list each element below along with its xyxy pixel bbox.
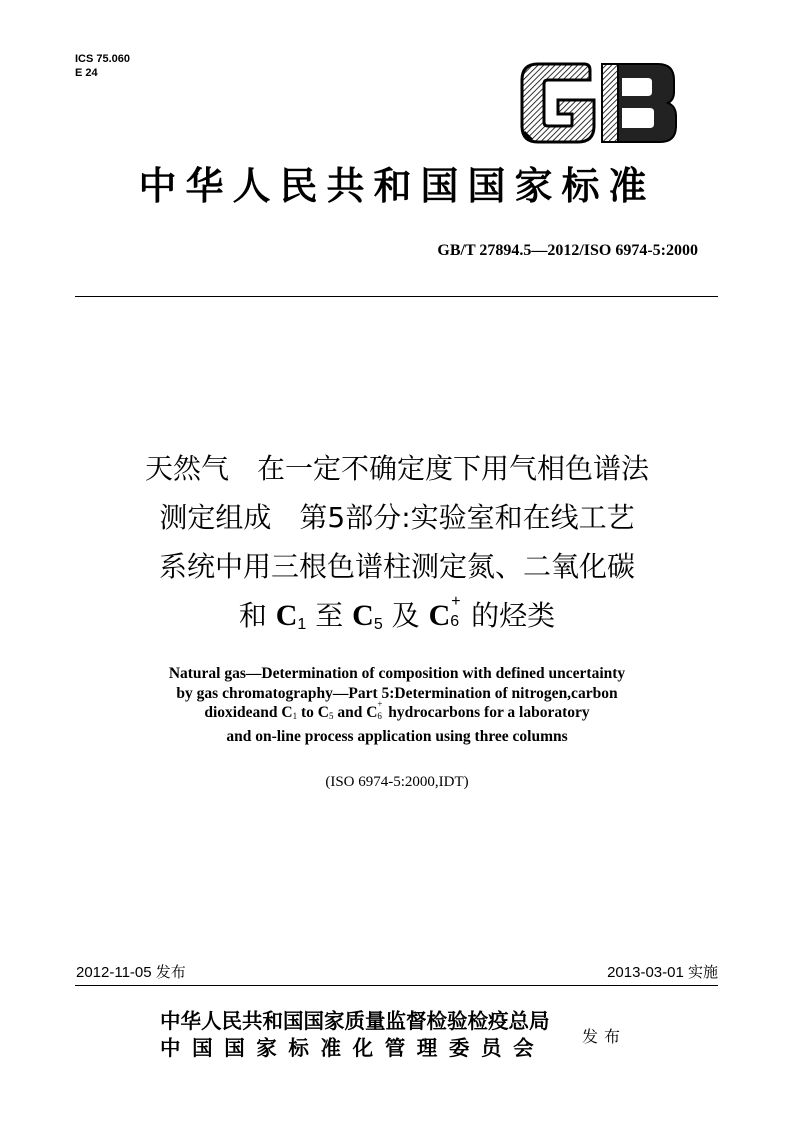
title-he: 和 <box>238 599 267 632</box>
gb-logo-icon <box>518 62 678 144</box>
publisher-org-1: 中华人民共和国国家质量监督检验检疫总局 <box>160 1009 550 1033</box>
title-ji: 及 <box>391 599 420 632</box>
formula-c1: $C_1$ <box>275 599 307 633</box>
publisher-org-2: 中国国家标准化管理委员会 <box>160 1036 546 1060</box>
title-zhi: 至 <box>315 599 344 632</box>
publish-label: 发布 <box>582 1027 627 1046</box>
header-divider <box>75 296 718 297</box>
english-title-line-3: dioxideand $C_1$ to $C_5$ and C + 6 hydrocarbons for a laboratory <box>204 699 590 721</box>
chinese-title-line-1: 天然气 在一定不确定度下用气相色谱法 <box>144 452 649 485</box>
chinese-title <box>0 444 794 649</box>
chinese-title-line-2: 测定组成 第5部分:实验室和在线工艺 <box>159 501 635 534</box>
formula-c6-plus: C + 6 <box>428 593 461 632</box>
ics-classification <box>75 52 130 80</box>
english-title-line-1: Natural gas—Determination of composition with defined uncertainty <box>168 665 626 682</box>
standard-number: GB/T 27894.5—2012/ISO 6974-5:2000 <box>437 242 698 259</box>
english-title <box>0 664 794 746</box>
ics-code: ICS 75.060 <box>75 53 131 65</box>
implementation-date: 2013-03-01 实施 <box>607 964 718 981</box>
formula-c5: $C_5$ <box>352 599 383 633</box>
chinese-title-line-3: 系统中用三根色谱柱测定氮、二氧化碳 <box>158 550 635 583</box>
english-title-line-2: by gas chromatography—Part 5:Determination of nitrogen,carbon <box>176 684 618 702</box>
chinese-title-line-4 <box>0 591 794 649</box>
issue-date: 2012-11-05 发布 <box>76 964 186 981</box>
footer-divider <box>75 985 718 986</box>
iso-reference: (ISO 6974-5:2000,IDT) <box>325 774 469 790</box>
ccs-code: E 24 <box>75 67 98 79</box>
title-suffix: 的烃类 <box>471 599 556 632</box>
publisher-orgs <box>160 1008 550 1062</box>
country-standard-title: 中华人民共和国国家标准 <box>138 163 656 208</box>
english-title-line-4: and on-line process application using three columns <box>226 727 568 745</box>
